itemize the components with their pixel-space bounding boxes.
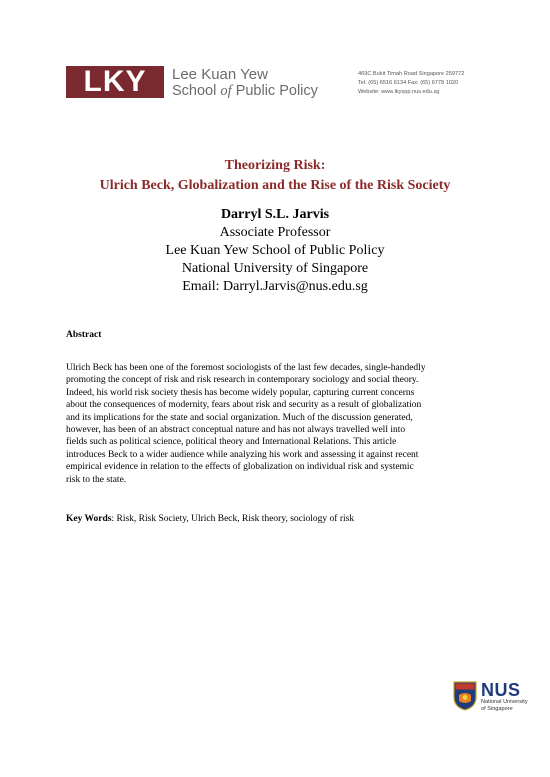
keywords: [66, 514, 354, 524]
abstract-heading: Abstract: [66, 330, 102, 340]
abstract-line: however, has been of an abstract conceptual nature and has not always travelled well into: [66, 425, 406, 436]
school-name: [172, 66, 318, 100]
abstract-line: about the consequences of modernity, fears about risk and security as a result of globalization: [66, 400, 422, 411]
school-name-line2-of: of: [220, 83, 232, 99]
website: Website: www.lkyspp.nus.edu.sg: [358, 89, 440, 95]
author-block: [0, 206, 550, 296]
nus-logo: [453, 681, 543, 721]
lky-logo-letters: LKY: [83, 65, 147, 98]
abstract-line: introduces Beck to a wider audience while analyzing his work and assessing it against recent: [66, 449, 419, 460]
school-name-line2-post: Public Policy: [235, 83, 318, 99]
nus-line2: of Singapore: [481, 705, 513, 712]
contact-info: [358, 70, 464, 97]
nus-line1: National University: [481, 699, 528, 705]
tel-fax: Tel: (65) 6516 6134 Fax: (65) 6778 1020: [358, 80, 459, 86]
abstract-line: Ulrich Beck has been one of the foremost sociologists of the last few decades, single-handedly: [66, 363, 426, 373]
author-name: Darryl S.L. Jarvis: [220, 207, 330, 222]
title-line2: Ulrich Beck, Globalization and the Rise of the Risk Society: [99, 178, 451, 193]
author-university: National University of Singapore: [181, 261, 369, 276]
keywords-label: Key Words: [66, 514, 112, 524]
abstract-line: Indeed, his world risk society thesis has become widely popular, capturing current concerns: [66, 387, 415, 398]
nus-wordmark: [481, 681, 528, 712]
abstract-line: and its implications for the state and social organization. Much of the discussion generated,: [66, 412, 413, 423]
keywords-text: : Risk, Risk Society, Ulrich Beck, Risk theory, sociology of risk: [111, 514, 355, 524]
address: 469C Bukit Timah Road Singapore 259772: [358, 71, 465, 77]
lky-logo: [66, 62, 164, 102]
author-school: Lee Kuan Yew School of Public Policy: [165, 243, 385, 258]
abstract-line: fields such as political science, political theory and International Relations. This article: [66, 437, 397, 448]
title-line1: Theorizing Risk:: [224, 158, 326, 173]
school-name-line2-pre: School: [172, 83, 217, 99]
nus-crest-icon: [453, 681, 477, 711]
school-name-line2: [172, 83, 318, 100]
author-email: Email: Darryl.Jarvis@nus.edu.sg: [182, 279, 368, 294]
abstract-line: risk to the state.: [66, 474, 127, 485]
school-name-line1: Lee Kuan Yew: [172, 66, 268, 83]
paper-title: [0, 156, 550, 196]
abstract-body: [66, 362, 494, 486]
nus-abbr: NUS: [481, 680, 521, 700]
abstract-line: empirical evidence in relation to the effects of globalization on individual risk and systemic: [66, 462, 414, 473]
author-position: Associate Professor: [219, 225, 331, 240]
abstract-line: promoting the concept of risk and risk research in contemporary sociology and social theory.: [66, 375, 419, 386]
